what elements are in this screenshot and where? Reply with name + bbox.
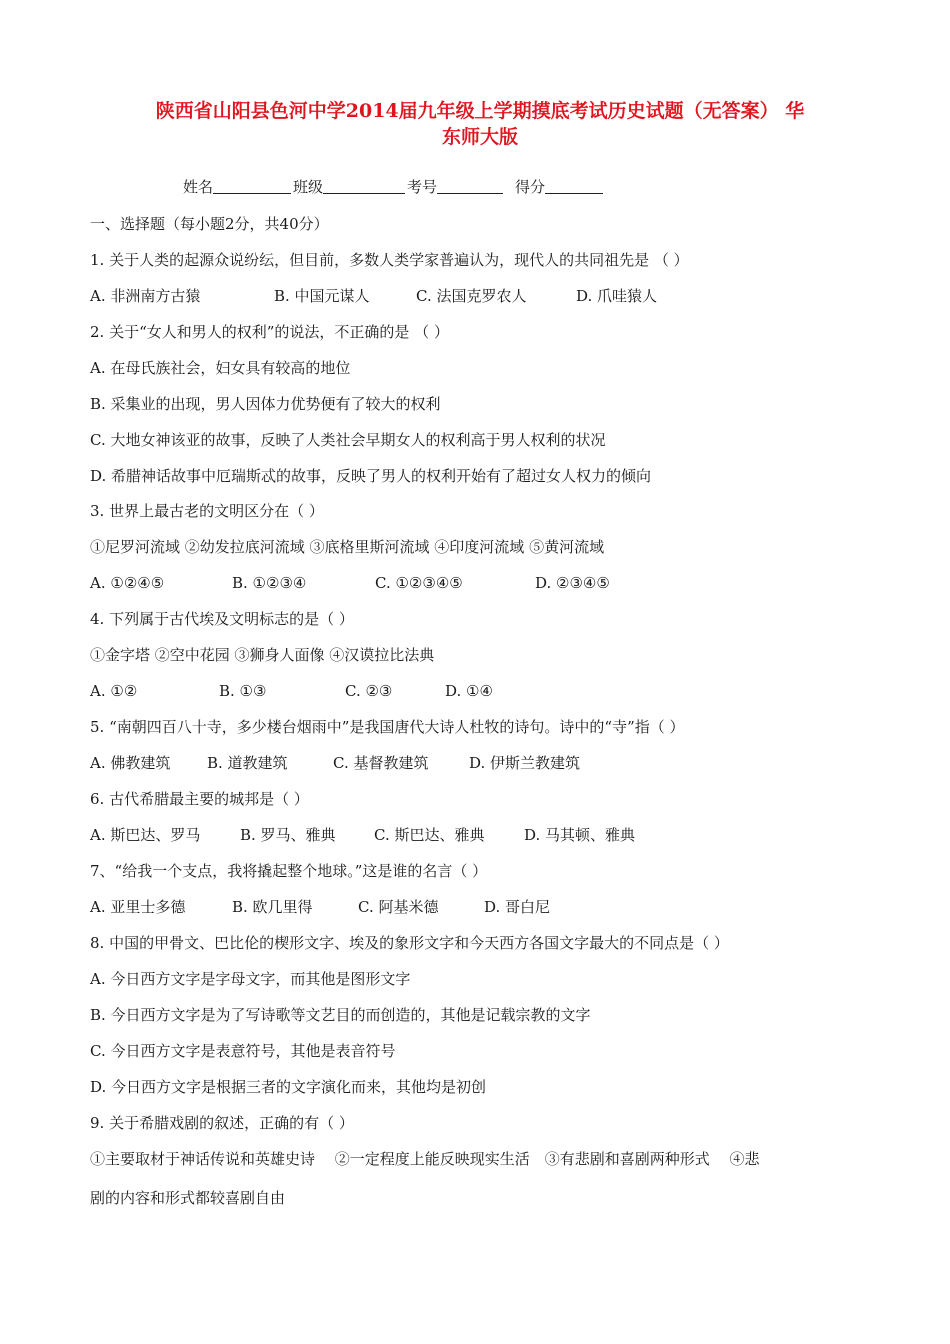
- question-1-options: [90, 286, 657, 306]
- option-b: B. 道教建筑: [207, 754, 288, 772]
- question-9-items-line-2: 剧的内容和形式都较喜剧自由: [90, 1189, 286, 1207]
- option-d: D. 伊斯兰教建筑: [469, 754, 581, 772]
- question-6-options: [90, 825, 635, 845]
- question-7-stem: 7、“给我一个支点，我将撬起整个地球。”这是谁的名言（ ）: [90, 862, 488, 880]
- question-3-options: [90, 573, 610, 593]
- option-c: C. 法国克罗农人: [416, 287, 527, 305]
- option-c: C. 斯巴达、雅典: [374, 826, 485, 844]
- question-7-options: [90, 897, 550, 917]
- option-c: C. ②③: [345, 682, 393, 700]
- option-d: D. 马其顿、雅典: [524, 826, 636, 844]
- exam-no-label: 考号: [407, 178, 438, 196]
- question-2-option-d: D. 希腊神话故事中厄瑞斯忒的故事，反映了男人的权利开始有了超过女人权力的倾向: [90, 467, 652, 485]
- question-3-items: ①尼罗河流域 ②幼发拉底河流域 ③底格里斯河流域 ④印度河流域 ⑤黄河流域: [90, 538, 605, 556]
- option-b: B. ①②③④: [232, 574, 307, 592]
- option-b: B. ①③: [219, 682, 267, 700]
- option-d: D. 爪哇猿人: [576, 287, 658, 305]
- option-a: A. 佛教建筑: [90, 754, 171, 772]
- option-a: A. 亚里士多德: [90, 898, 186, 916]
- question-2-option-b: B. 采集业的出现，男人因体力优势便有了较大的权利: [90, 395, 441, 413]
- class-label: 班级: [293, 178, 324, 196]
- option-b: B. 罗马、雅典: [240, 826, 336, 844]
- option-d: D. 哥白尼: [484, 898, 551, 916]
- exam-title-line-2: 东师大版: [441, 126, 518, 148]
- option-b: B. 中国元谋人: [274, 287, 370, 305]
- score-label: 得分: [515, 178, 546, 196]
- option-c: C. ①②③④⑤: [375, 574, 463, 592]
- question-5-stem: 5. “南朝四百八十寺，多少楼台烟雨中”是我国唐代大诗人杜牧的诗句。诗中的“寺”指（ ）: [90, 718, 685, 736]
- question-5-options: [90, 753, 580, 773]
- class-blank: [323, 177, 405, 194]
- section-heading: 一、选择题（每小题2分，共40分）: [90, 215, 329, 233]
- option-a: A. ①②: [90, 682, 138, 700]
- question-9-items-line-1: ①主要取材于神话传说和英雄史诗 ②一定程度上能反映现实生活 ③有悲剧和喜剧两种形式 ④悲: [90, 1150, 760, 1168]
- name-blank: [213, 177, 291, 194]
- option-d: D. ①④: [445, 682, 493, 700]
- option-d: D. ②③④⑤: [535, 574, 610, 592]
- question-6-stem: 6. 古代希腊最主要的城邦是（ ）: [90, 790, 309, 808]
- exam-no-blank: [437, 177, 503, 194]
- score-blank: [545, 177, 603, 194]
- question-8-option-c: C. 今日西方文字是表意符号，其他是表音符号: [90, 1042, 396, 1060]
- name-label: 姓名: [183, 178, 214, 196]
- option-c: C. 阿基米德: [358, 898, 439, 916]
- option-a: A. ①②④⑤: [90, 574, 165, 592]
- question-8-stem: 8. 中国的甲骨文、巴比伦的楔形文字、埃及的象形文字和今天西方各国文字最大的不同点是（ ）: [90, 934, 729, 952]
- question-2-stem: 2. 关于“女人和男人的权利”的说法，不正确的是 （ ）: [90, 323, 449, 341]
- option-a: A. 非洲南方古猿: [90, 287, 201, 305]
- question-8-option-b: B. 今日西方文字是为了写诗歌等文艺目的而创造的，其他是记载宗教的文字: [90, 1006, 591, 1024]
- question-8-option-a: A. 今日西方文字是字母文字，而其他是图形文字: [90, 970, 411, 988]
- option-a: A. 斯巴达、罗马: [90, 826, 201, 844]
- option-b: B. 欧几里得: [232, 898, 313, 916]
- student-info-line: [183, 177, 605, 197]
- question-4-options: [90, 681, 493, 701]
- question-8-option-d: D. 今日西方文字是根据三者的文字演化而来，其他均是初创: [90, 1078, 487, 1096]
- question-2-option-c: C. 大地女神该亚的故事，反映了人类社会早期女人的权利高于男人权利的状况: [90, 431, 606, 449]
- option-c: C. 基督教建筑: [333, 754, 429, 772]
- exam-title-line-1: 陕西省山阳县色河中学2014届九年级上学期摸底考试历史试题（无答案） 华: [155, 100, 805, 122]
- question-3-stem: 3. 世界上最古老的文明区分在（ ）: [90, 502, 324, 520]
- question-9-stem: 9. 关于希腊戏剧的叙述，正确的有（ ）: [90, 1114, 354, 1132]
- question-2-option-a: A. 在母氏族社会，妇女具有较高的地位: [90, 359, 351, 377]
- question-4-stem: 4. 下列属于古代埃及文明标志的是（ ）: [90, 610, 354, 628]
- question-4-items: ①金字塔 ②空中花园 ③狮身人面像 ④汉谟拉比法典: [90, 646, 435, 664]
- question-1-stem: 1. 关于人类的起源众说纷纭，但目前，多数人类学家普遍认为，现代人的共同祖先是 （ ）: [90, 251, 689, 269]
